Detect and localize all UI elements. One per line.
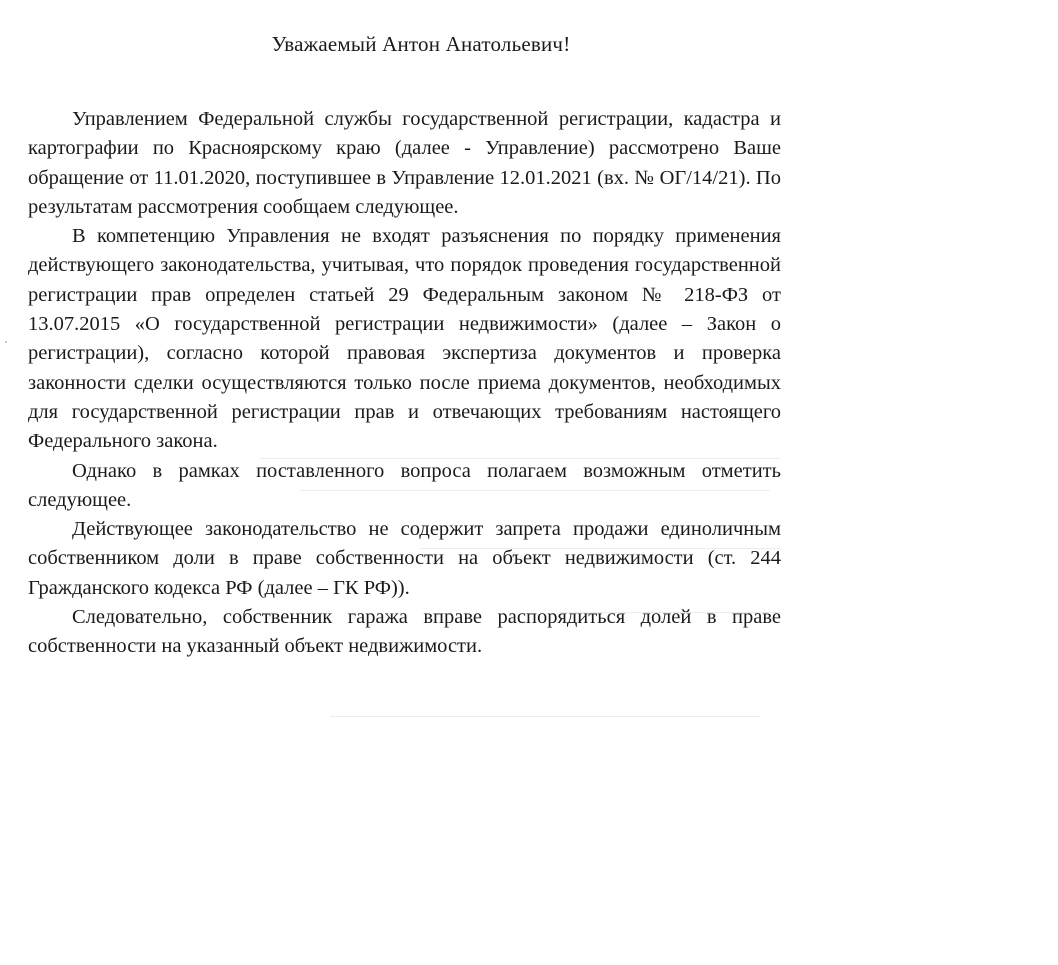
scan-bleed-mark	[330, 716, 760, 717]
letter-paragraph: Однако в рамках поставленного вопроса полагаем возможным отметить следующее.	[28, 459, 781, 511]
letter-paragraph: Следовательно, собственник гаража вправе распорядиться долей в праве собственности на указанный объект недвижимости.	[28, 606, 781, 658]
letter-paragraph: Действующее законодательство не содержит запрета продажи единоличным собственником доли в праве собственности на объект недвижимости (ст. 244 Гражданского кодекса РФ (далее – ГК РФ)).	[28, 518, 781, 599]
scan-speck	[5, 341, 7, 343]
letter-body	[28, 105, 781, 662]
letter-paragraph: В компетенцию Управления не входят разъяснения по порядку применения действующего законодательства, учитывая, что порядок проведения государственной регистрации прав определен статьей 29 Федеральным законом № 218-ФЗ от 13.07.2015 «О государственной регистрации недвижимости» (далее – Закон о регистрации), согласно которой правовая экспертиза документов и проверка законности сделки осуществляются только после приема документов, необходимых для государственной регистрации прав и отвечающих требованиям настоящего Федерального закона.	[28, 225, 781, 453]
letter-paragraph: Управлением Федеральной службы государственной регистрации, кадастра и картографии по Красноярскому краю (далее - Управление) рассмотрено Ваше обращение от 11.01.2020, поступившее в Управление 12.01.2021 (вх. № ОГ/14/21). По результатам рассмотрения сообщаем следующее.	[28, 108, 781, 218]
letter-greeting: Уважаемый Антон Анатольевич!	[271, 32, 571, 56]
